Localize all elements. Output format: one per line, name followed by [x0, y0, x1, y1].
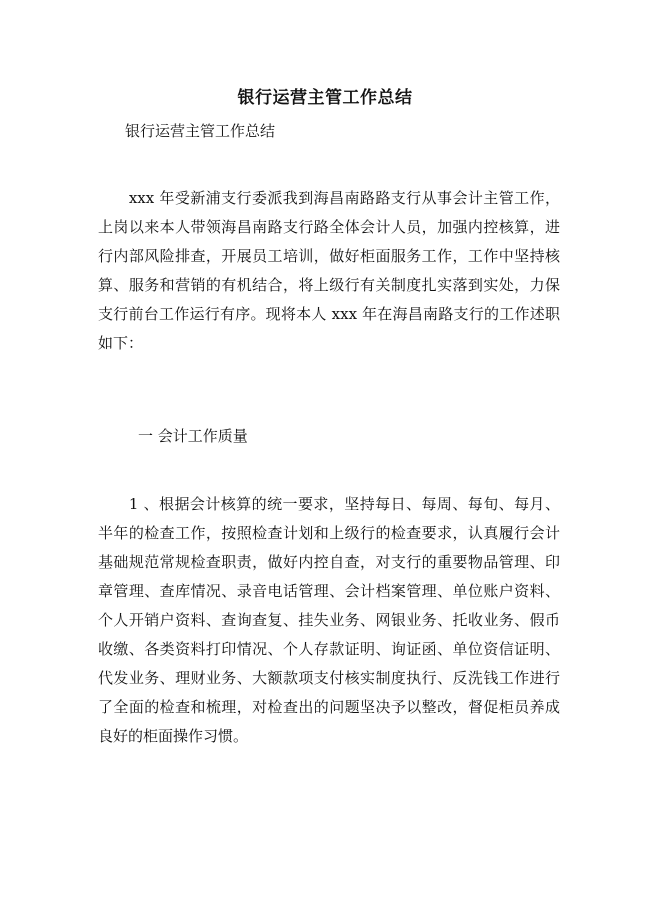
paragraph-line: 个人开销户资料、查询查复、挂失业务、网银业务、托收业务、假币 [98, 611, 560, 629]
paragraph-line: 收缴、各类资料打印情况、个人存款证明、询证函、单位资信证明、 [98, 640, 560, 658]
paragraph-line: 良好的柜面操作习惯。 [98, 727, 249, 745]
paragraph-line: xxx 年受新浦支行委派我到海昌南路路支行从事会计主管工作， [98, 189, 560, 207]
document-subtitle: 银行运营主管工作总结 [125, 122, 276, 140]
paragraph-line: 行内部风险排查，开展员工培训，做好柜面服务工作，工作中坚持核 [98, 247, 560, 265]
item1-paragraph [98, 490, 560, 751]
paragraph-line: 半年的检查工作，按照检查计划和上级行的检查要求，认真履行会计 [98, 524, 560, 542]
paragraph-line: 章管理、查库情况、录音电话管理、会计档案管理、单位账户资料、 [98, 582, 560, 600]
paragraph-line: 上岗以来本人带领海昌南路支行路全体会计人员，加强内控核算，进 [98, 218, 560, 236]
section-heading: 一 会计工作质量 [138, 427, 248, 445]
paragraph-line: 基础规范常规检查职责，做好内控自查，对支行的重要物品管理、印 [98, 553, 560, 571]
paragraph-line: 如下： [98, 334, 144, 352]
document-title: 银行运营主管工作总结 [237, 88, 413, 108]
paragraph-line: 了全面的检查和梳理，对检查出的问题坚决予以整改，督促柜员养成 [98, 698, 560, 716]
paragraph-line: 1 、根据会计核算的统一要求，坚持每日、每周、每旬、每月、 [98, 495, 560, 513]
paragraph-line: 代发业务、理财业务、大额款项支付核实制度执行、反洗钱工作进行 [98, 669, 560, 687]
paragraph-line: 支行前台工作运行有序。现将本人 xxx 年在海昌南路支行的工作述职 [98, 305, 560, 323]
intro-paragraph [98, 184, 560, 358]
paragraph-line: 算、服务和营销的有机结合，将上级行有关制度扎实落到实处，力保 [98, 276, 560, 294]
